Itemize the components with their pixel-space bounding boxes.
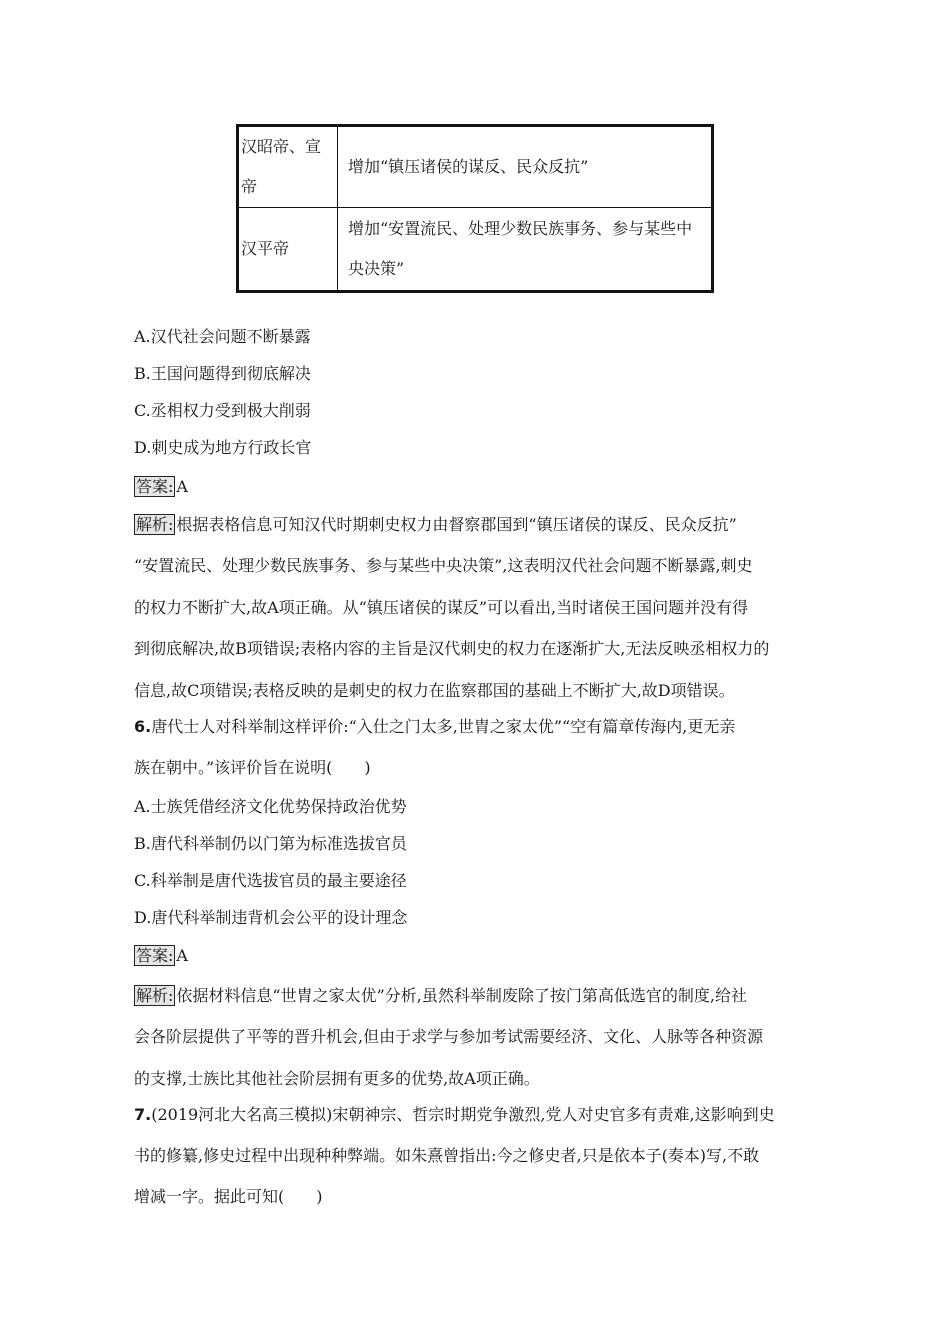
stem-text: 唐代士人对科举制这样评价:“入仕之门太多,世胄之家太优”“空有篇章传海内,更无亲	[151, 717, 736, 736]
table-row	[238, 208, 713, 292]
q5-option-c: C.丞相权力受到极大削弱	[134, 401, 311, 420]
q6-option-a: A.士族凭借经济文化优势保持政治优势	[134, 797, 407, 816]
emperor-cell: 汉昭帝、宣帝	[238, 126, 338, 208]
question-number: 6.	[134, 717, 152, 736]
analysis-text: 根据表格信息可知汉代时期刺史权力由督察郡国到“镇压诸侯的谋反、民众反抗”	[176, 515, 737, 534]
answer-label: 答案:	[136, 477, 174, 496]
q5-option-a: A.汉代社会问题不断暴露	[134, 327, 311, 346]
analysis-label: 解析:	[136, 515, 174, 534]
q6-stem-line: 族在朝中。”该评价旨在说明( )	[134, 758, 371, 777]
q7-stem-line: 增减一字。据此可知( )	[134, 1187, 323, 1206]
stem-text: (2019河北大名高三模拟)宋朝神宗、哲宗时期党争激烈,党人对史官多有责难,这影响到史	[151, 1105, 775, 1124]
answer-label: 答案:	[136, 946, 174, 965]
q7-stem-line	[134, 1104, 775, 1126]
question-number: 7.	[134, 1105, 152, 1124]
q6-option-c: C.科举制是唐代选拔官员的最主要途径	[134, 871, 407, 890]
analysis-text: 依据材料信息“世胄之家太优”分析,虽然科举制废除了按门第高低选官的制度,给社	[176, 986, 747, 1005]
q5-analysis-line: 的权力不断扩大,故A项正确。从“镇压诸侯的谋反”可以看出,当时诸侯王国问题并没有得	[134, 598, 749, 617]
answer-value: A	[176, 477, 188, 496]
analysis-label: 解析:	[136, 986, 174, 1005]
change-cell: 增加“安置流民、处理少数民族事务、参与某些中央决策”	[338, 208, 713, 292]
q5-analysis-line: “安置流民、处理少数民族事务、参与某些中央决策”,这表明汉代社会问题不断暴露,刺史	[134, 556, 753, 575]
emperor-cell: 汉平帝	[238, 208, 338, 292]
q6-option-d: D.唐代科举制违背机会公平的设计理念	[134, 908, 408, 927]
q5-analysis-line: 到彻底解决,故B项错误;表格内容的主旨是汉代刺史的权力在逐渐扩大,无法反映丞相权力的	[134, 639, 770, 658]
table-row	[238, 126, 713, 208]
q6-analysis-line: 会各阶层提供了平等的晋升机会,但由于求学与参加考试需要经济、文化、人脉等各种资源	[134, 1027, 764, 1046]
q6-analysis-line: 的支撑,士族比其他社会阶层拥有更多的优势,故A项正确。	[134, 1069, 540, 1088]
q5-option-b: B.王国问题得到彻底解决	[134, 364, 311, 383]
censor-power-table	[236, 124, 714, 293]
q6-answer	[134, 945, 188, 967]
change-cell: 增加“镇压诸侯的谋反、民众反抗”	[338, 126, 713, 208]
q5-option-d: D.刺史成为地方行政长官	[134, 438, 312, 457]
q5-answer	[134, 476, 188, 498]
answer-value: A	[176, 946, 188, 965]
q6-stem-line	[134, 716, 735, 738]
q6-option-b: B.唐代科举制仍以门第为标准选拔官员	[134, 834, 407, 853]
q5-analysis-line	[134, 514, 737, 536]
q6-analysis-line	[134, 985, 747, 1007]
q7-stem-line: 书的修纂,修史过程中出现种种弊端。如朱熹曾指出:今之修史者,只是依本子(奏本)写,不敢	[134, 1146, 760, 1165]
q5-analysis-line: 信息,故C项错误;表格反映的是刺史的权力在监察郡国的基础上不断扩大,故D项错误。	[134, 681, 735, 700]
